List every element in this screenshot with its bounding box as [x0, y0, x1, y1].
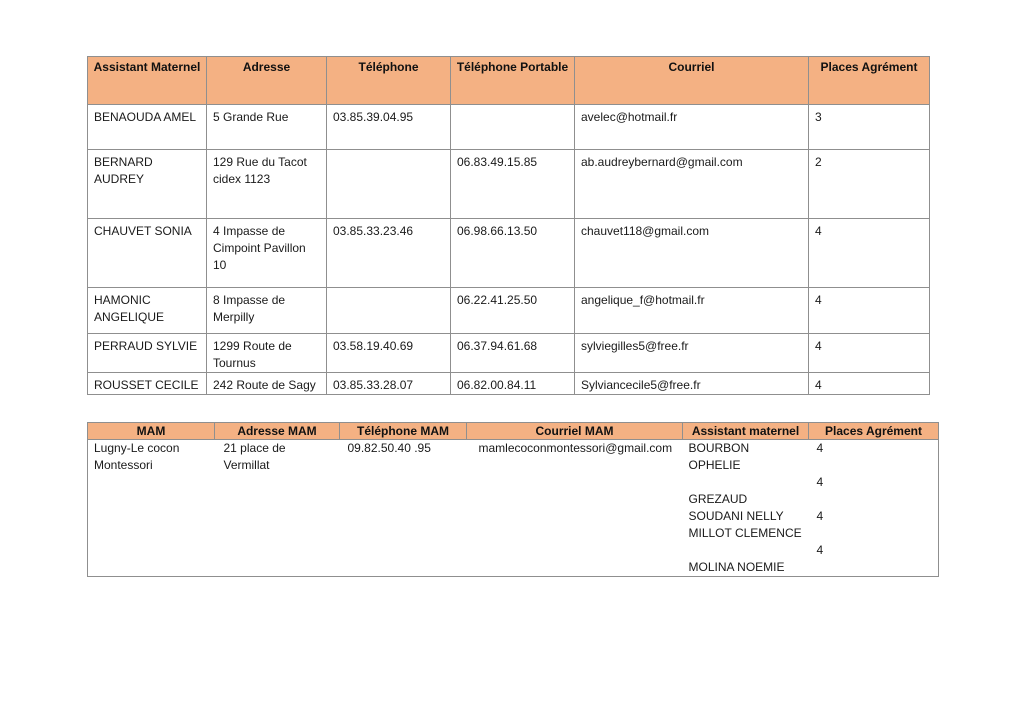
header-mam-places: Places Agrément — [809, 423, 939, 440]
cell-mobile: 06.82.00.84.11 — [451, 373, 575, 395]
header-mam-address: Adresse MAM — [215, 423, 340, 440]
cell-phone: 03.85.33.23.46 — [327, 219, 451, 288]
cell-phone — [327, 150, 451, 219]
places-value: 4 — [816, 475, 824, 489]
cell-address: 4 Impasse de Cimpoint Pavillon 10 — [207, 219, 327, 288]
cell-name: ROUSSET CECILE — [88, 373, 207, 395]
assistant-name: MILLOT CLEMENCE — [688, 526, 802, 540]
table-row — [88, 373, 930, 395]
cell-address: 129 Rue du Tacot cidex 1123 — [207, 150, 327, 219]
cell-places: 4 — [809, 373, 930, 395]
table-row — [88, 334, 930, 373]
table-row — [88, 440, 939, 577]
cell-email: angelique_f@hotmail.fr — [575, 288, 809, 334]
cell-name: BERNARD AUDREY — [88, 150, 207, 219]
cell-places: 4 — [809, 288, 930, 334]
assistant-name: MOLINA NOEMIE — [688, 560, 785, 574]
cell-mobile: 06.83.49.15.85 — [451, 150, 575, 219]
places-value: 4 — [816, 441, 824, 455]
header-phone: Téléphone — [327, 57, 451, 105]
cell-mam-assistants — [683, 440, 809, 577]
cell-mobile — [451, 105, 575, 150]
cell-places: 4 — [809, 334, 930, 373]
cell-name: PERRAUD SYLVIE — [88, 334, 207, 373]
assistants-table — [87, 56, 930, 395]
table-row — [88, 105, 930, 150]
cell-name: CHAUVET SONIA — [88, 219, 207, 288]
table-row — [88, 288, 930, 334]
cell-mam-email: mamlecoconmontessori@gmail.com — [478, 441, 673, 455]
cell-address: 1299 Route de Tournus — [207, 334, 327, 373]
mam-table — [87, 422, 939, 577]
header-email: Courriel — [575, 57, 809, 105]
cell-places: 3 — [809, 105, 930, 150]
cell-name: BENAOUDA AMEL — [88, 105, 207, 150]
cell-phone — [327, 288, 451, 334]
places-value: 4 — [816, 509, 824, 523]
cell-email: chauvet118@gmail.com — [575, 219, 809, 288]
header-mobile: Téléphone Portable — [451, 57, 575, 105]
cell-phone: 03.85.33.28.07 — [327, 373, 451, 395]
cell-mam-phone: 09.82.50.40 .95 — [347, 441, 431, 455]
cell-email: sylviegilles5@free.fr — [575, 334, 809, 373]
table-header-row — [88, 57, 930, 105]
cell-address: 5 Grande Rue — [207, 105, 327, 150]
cell-mobile: 06.98.66.13.50 — [451, 219, 575, 288]
table-header-row — [88, 423, 939, 440]
cell-address: 242 Route de Sagy — [207, 373, 327, 395]
header-mam-assistant: Assistant maternel — [683, 423, 809, 440]
header-address: Adresse — [207, 57, 327, 105]
cell-places: 4 — [809, 219, 930, 288]
cell-address: 8 Impasse de Merpilly — [207, 288, 327, 334]
cell-email: avelec@hotmail.fr — [575, 105, 809, 150]
cell-places: 2 — [809, 150, 930, 219]
cell-mobile: 06.22.41.25.50 — [451, 288, 575, 334]
cell-mam-places — [809, 440, 939, 577]
cell-mam-name: Lugny-Le cocon Montessori — [94, 441, 180, 472]
cell-email: ab.audreybernard@gmail.com — [575, 150, 809, 219]
assistant-name: GREZAUD SOUDANI NELLY — [688, 492, 784, 523]
header-mam-phone: Téléphone MAM — [340, 423, 467, 440]
assistant-name: BOURBON OPHELIE — [688, 441, 750, 472]
header-assistant: Assistant Maternel — [88, 57, 207, 105]
cell-name: HAMONIC ANGELIQUE — [88, 288, 207, 334]
cell-mam-address: 21 place de Vermillat — [223, 441, 286, 472]
places-value: 4 — [816, 543, 824, 557]
cell-phone: 03.58.19.40.69 — [327, 334, 451, 373]
table-row — [88, 219, 930, 288]
header-places: Places Agrément — [809, 57, 930, 105]
cell-mobile: 06.37.94.61.68 — [451, 334, 575, 373]
header-mam-email: Courriel MAM — [467, 423, 683, 440]
header-mam: MAM — [88, 423, 215, 440]
table-row — [88, 150, 930, 219]
cell-phone: 03.85.39.04.95 — [327, 105, 451, 150]
cell-email: Sylviancecile5@free.fr — [575, 373, 809, 395]
